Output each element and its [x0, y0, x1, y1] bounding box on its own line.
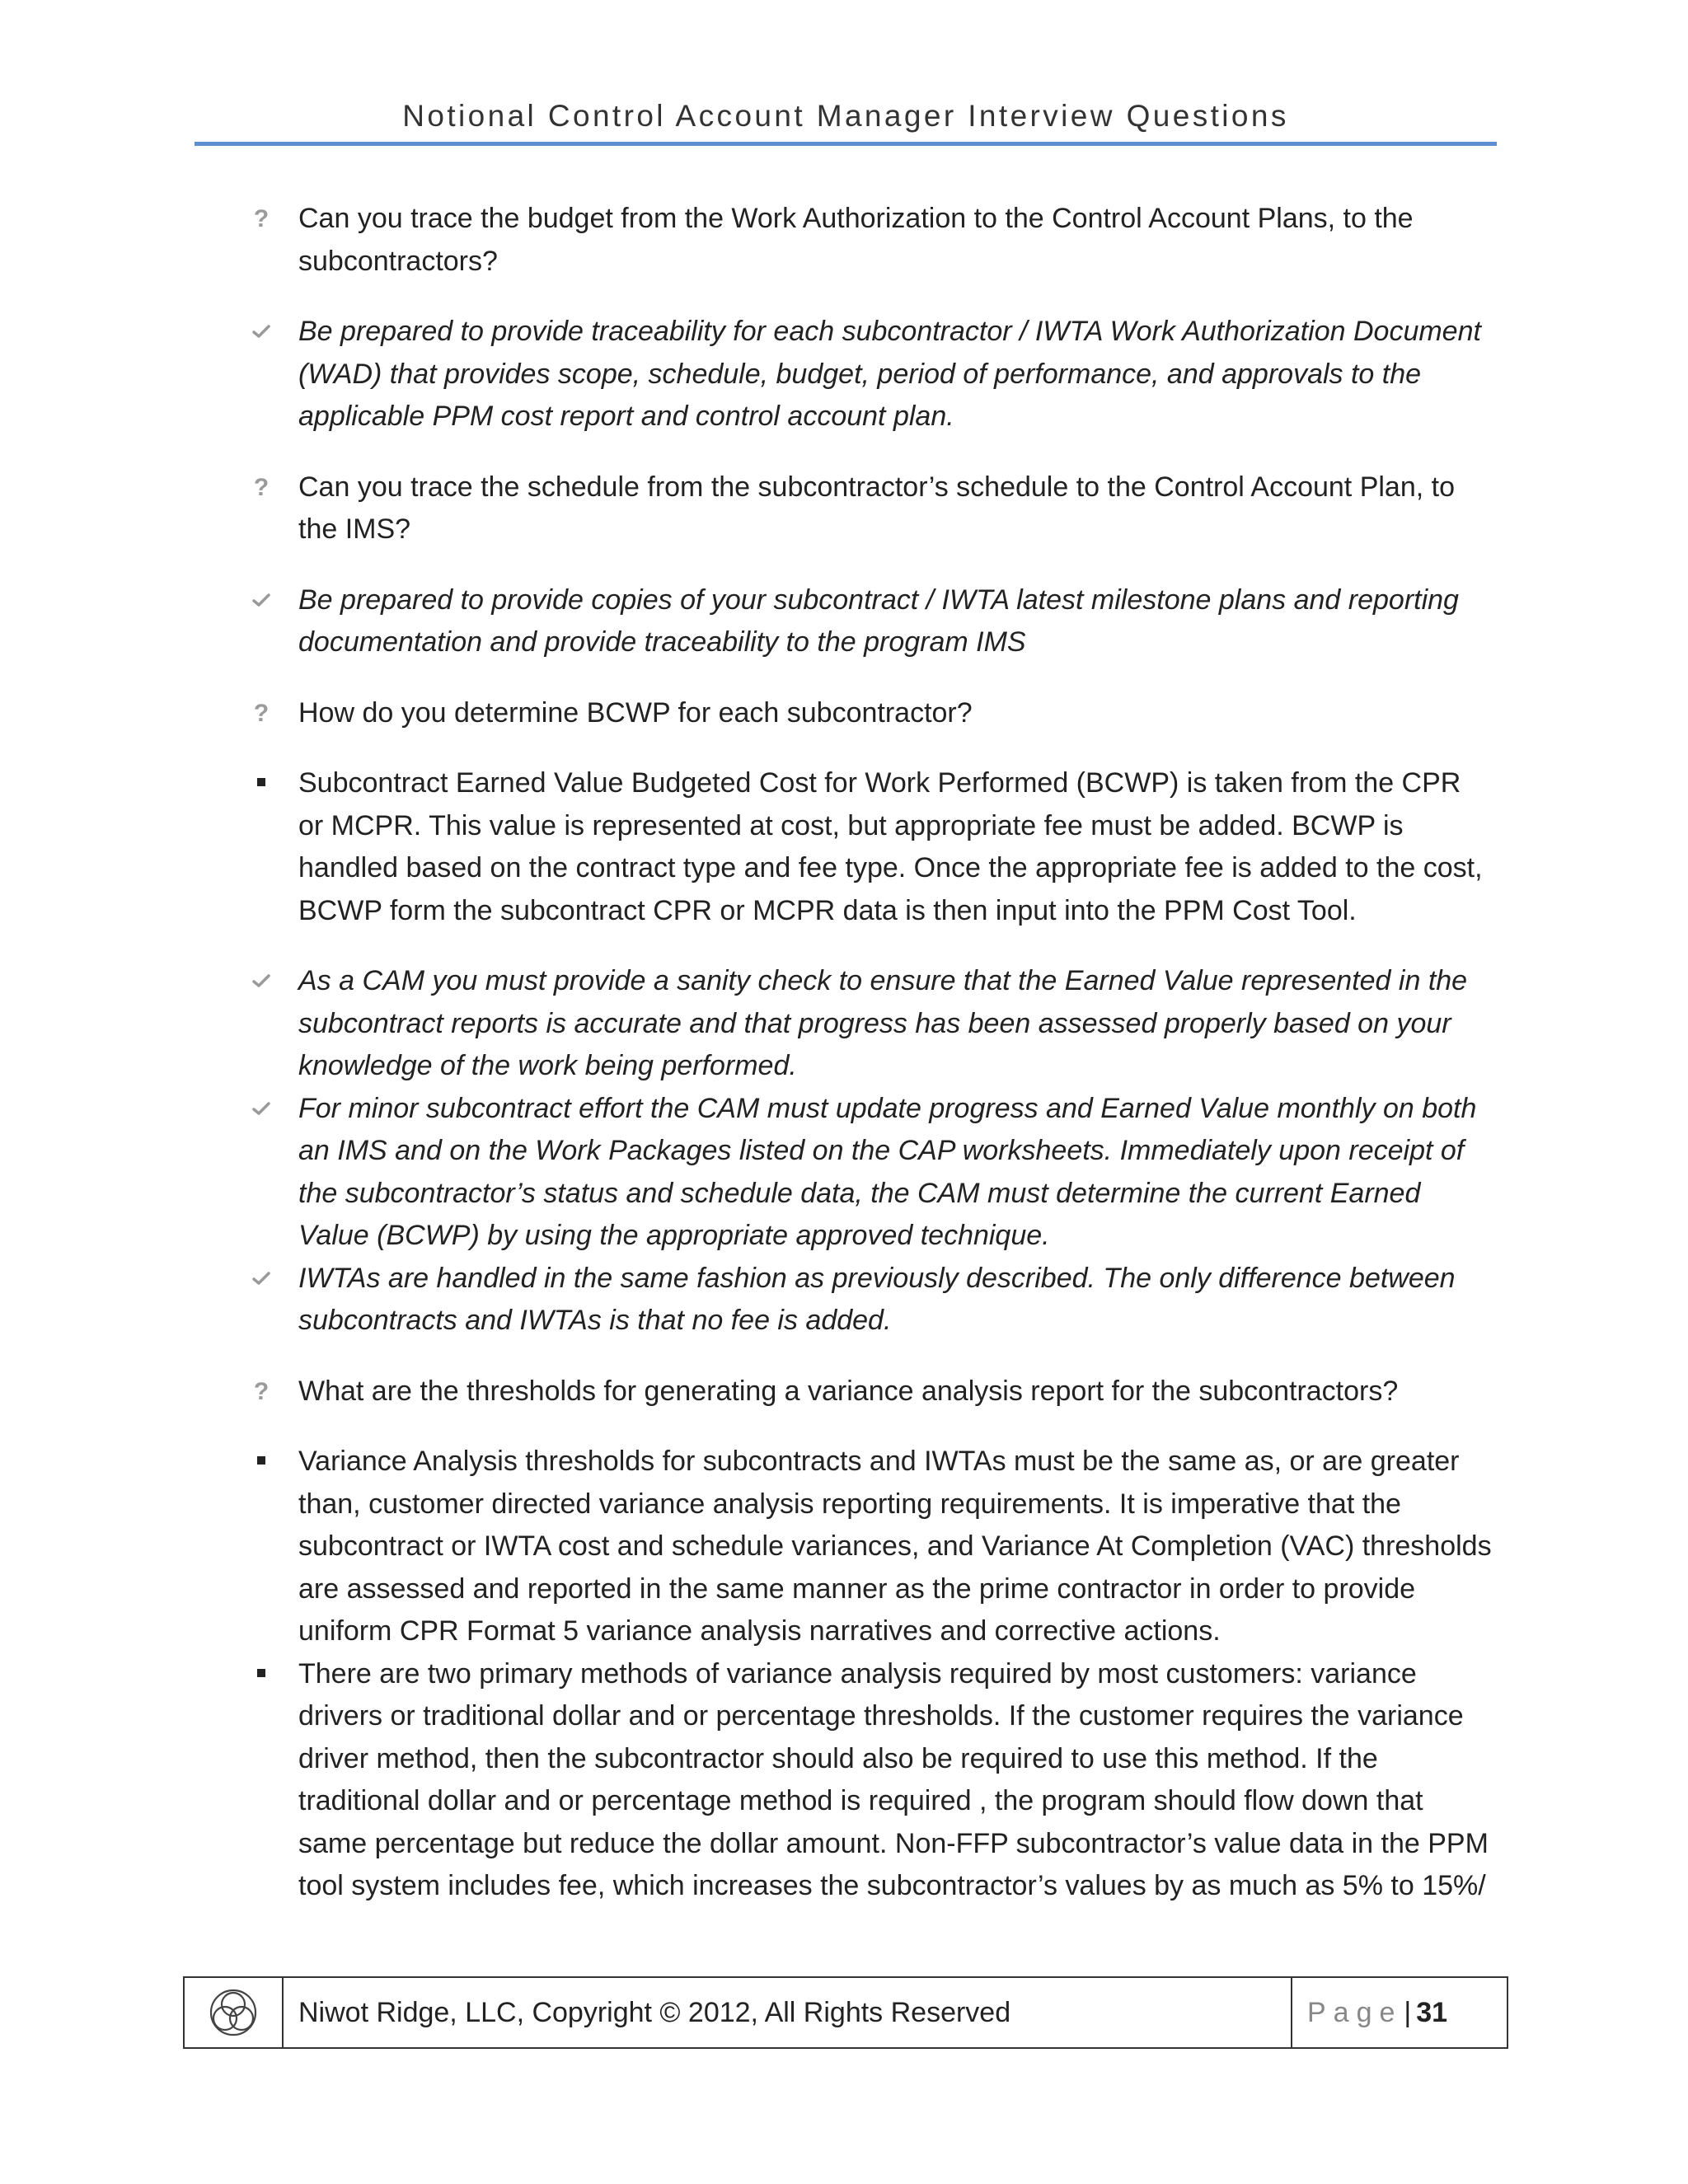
- question-text: Can you trace the schedule from the subcontractor’s schedule to the Control Account Plan, to the IMS?: [298, 471, 1455, 545]
- page-number: 31: [1416, 1996, 1448, 2028]
- list-item-question-4: [247, 1371, 1492, 1413]
- question-text: Can you trace the budget from the Work Authorization to the Control Account Plans, to the subcontractors?: [298, 203, 1414, 277]
- square-bullet-icon: [247, 762, 275, 805]
- list-item-check-1: [247, 311, 1492, 438]
- bullet-text: Subcontract Earned Value Budgeted Cost for Work Performed (BCWP) is taken from the CPR or MCPR. This value is represented at cost, but appropriate fee must be added. BCWP is handled based on the contract type and fee type. Once the appropriate fee is added to the cost, BCWP form the subcontract CPR or MCPR data is then input into the PPM Cost Tool.: [298, 767, 1483, 926]
- list-item-check-5: [247, 1258, 1492, 1343]
- document-body: [247, 198, 1492, 1908]
- list-item-check-4: [247, 1088, 1492, 1258]
- question-mark-icon: ?: [253, 205, 270, 232]
- footer-copyright: Niwot Ridge, LLC, Copyright © 2012, All Rights Reserved: [284, 1978, 1292, 2047]
- check-text: Be prepared to provide traceability for each subcontractor / IWTA Work Authorization Document (WAD) that provides scope, schedule, budget, period of performance, and approvals to the applicable PPM cost report and control account plan.: [298, 316, 1481, 432]
- question-mark-icon: ?: [253, 699, 270, 727]
- question-text: How do you determine BCWP for each subcontractor?: [298, 696, 973, 729]
- page-footer: [183, 1976, 1508, 2049]
- list-item-check-2: [247, 579, 1492, 664]
- header-divider: [195, 142, 1497, 146]
- list-item-question-3: [247, 692, 1492, 735]
- check-text: Be prepared to provide copies of your subcontract / IWTA latest milestone plans and reporting documentation and provide traceability to the program IMS: [298, 583, 1459, 658]
- list-item-bullet-1: [247, 762, 1492, 932]
- question-text: What are the thresholds for generating a variance analysis report for the subcontractors?: [298, 1375, 1399, 1407]
- interlocking-rings-logo-icon: [185, 1978, 284, 2047]
- list-item-bullet-3: [247, 1653, 1492, 1908]
- check-text: As a CAM you must provide a sanity check to ensure that the Earned Value represented in the subcontract reports is accurate and that progress has been assessed properly based on your knowledge of the work being performed.: [298, 965, 1468, 1081]
- square-bullet-icon: [247, 1653, 275, 1696]
- checkmark-icon: [247, 960, 275, 1003]
- checkmark-icon: [247, 311, 275, 354]
- list-item-question-2: [247, 466, 1492, 551]
- page-separator: |: [1404, 1996, 1412, 2028]
- checkmark-icon: [247, 1258, 275, 1301]
- square-bullet-icon: [247, 1441, 275, 1483]
- list-item-bullet-2: [247, 1441, 1492, 1653]
- footer-page-number: [1292, 1978, 1507, 2047]
- list-item-question-1: [247, 198, 1492, 283]
- checkmark-icon: [247, 579, 275, 622]
- check-text: IWTAs are handled in the same fashion as previously described. The only difference between subcontracts and IWTAs is that no fee is added.: [298, 1262, 1456, 1336]
- question-mark-icon: ?: [253, 1377, 270, 1405]
- checkmark-icon: [247, 1088, 275, 1131]
- question-mark-icon: ?: [253, 473, 270, 501]
- page-label: Page: [1307, 1996, 1403, 2028]
- bullet-text: There are two primary methods of variance analysis required by most customers: variance drivers or traditional dollar and or percentage thresholds. If the customer requires the variance driver method, then the subcontractor should also be required to use this method. If the traditional dollar and or percentage method is required , the program should flow down that same percentage but reduce the dollar amount. Non-FFP subcontractor’s value data in the PPM tool system includes fee, which increases the subcontractor’s values by as much as 5% to 15%/: [298, 1657, 1489, 1901]
- list-item-check-3: [247, 960, 1492, 1088]
- check-text: For minor subcontract effort the CAM must update progress and Earned Value monthly on both an IMS and on the Work Packages listed on the CAP worksheets. Immediately upon receipt of the subcontractor’s status and schedule data, the CAM must determine the current Earned Value (BCWP) by using the appropriate approved technique.: [298, 1092, 1477, 1251]
- page-header-title: Notional Control Account Manager Interview Questions: [402, 99, 1289, 133]
- bullet-text: Variance Analysis thresholds for subcontracts and IWTAs must be the same as, or are greater than, customer directed variance analysis reporting requirements. It is imperative that the subcontract or IWTA cost and schedule variances, and Variance At Completion (VAC) thresholds are assessed and reported in the same manner as the prime contractor in order to provide uniform CPR Format 5 variance analysis narratives and corrective actions.: [298, 1446, 1492, 1647]
